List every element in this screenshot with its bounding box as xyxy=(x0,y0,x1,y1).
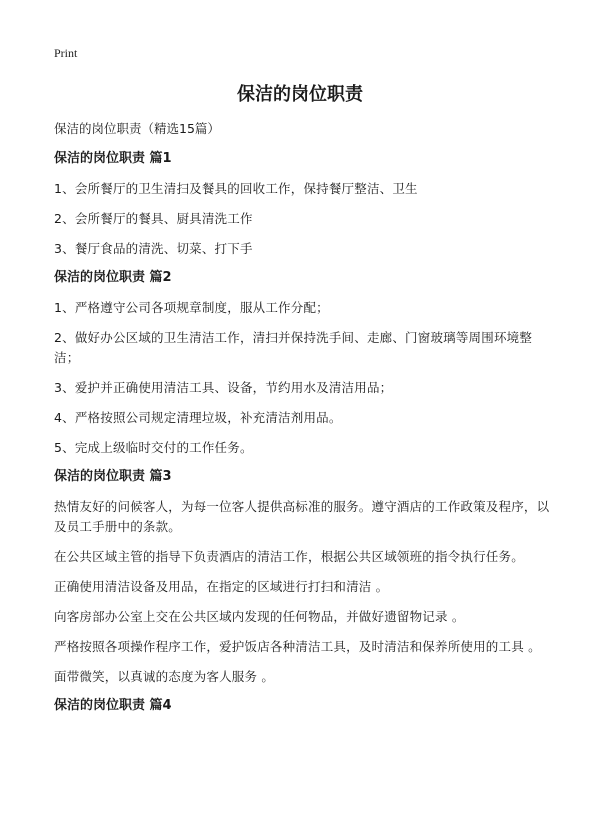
section-heading: 保洁的岗位职责 篇4 xyxy=(54,698,172,713)
section-heading: 保洁的岗位职责 篇2 xyxy=(54,270,172,285)
document-subtitle: 保洁的岗位职责（精选15篇） xyxy=(54,121,220,136)
section-paragraph: 3、爱护并正确使用清洁工具、设备，节约用水及清洁用品； xyxy=(54,380,393,395)
page-title: 保洁的岗位职责 xyxy=(237,84,363,105)
section-3 xyxy=(54,468,554,687)
section-paragraph: 正确使用清洁设备及用品，在指定的区域进行打扫和清洁 。 xyxy=(54,579,389,594)
section-2 xyxy=(54,269,554,458)
section-4 xyxy=(54,697,554,715)
section-paragraph: 5、完成上级临时交付的工作任务。 xyxy=(54,440,253,455)
section-paragraph: 3、餐厅食品的清洗、切菜、打下手 xyxy=(54,241,253,256)
section-paragraph: 2、会所餐厅的餐具、厨具清洗工作 xyxy=(54,211,253,226)
section-paragraph: 2、做好办公区域的卫生清洁工作，清扫并保持洗手间、走廊、门窗玻璃等周围环境整洁； xyxy=(54,330,533,365)
print-label: Print xyxy=(54,46,78,60)
section-paragraph: 向客房部办公室上交在公共区域内发现的任何物品，并做好遗留物记录 。 xyxy=(54,609,465,624)
section-paragraph: 在公共区域主管的指导下负责酒店的清洁工作，根据公共区域领班的指令执行任务。 xyxy=(54,549,524,564)
section-paragraph: 4、严格按照公司规定清理垃圾，补充清洁剂用品。 xyxy=(54,410,342,425)
section-heading: 保洁的岗位职责 篇3 xyxy=(54,469,172,484)
document-body xyxy=(54,120,554,726)
section-paragraph: 1、严格遵守公司各项规章制度，服从工作分配； xyxy=(54,300,329,315)
section-1 xyxy=(54,150,554,259)
section-paragraph: 面带微笑，以真诚的态度为客人服务 。 xyxy=(54,669,275,684)
section-heading: 保洁的岗位职责 篇1 xyxy=(54,151,172,166)
section-paragraph: 严格按照各项操作程序工作，爱护饭店各种清洁工具，及时清洁和保养所使用的工具 。 xyxy=(54,639,541,654)
section-paragraph: 1、会所餐厅的卫生清扫及餐具的回收工作，保持餐厅整洁、卫生 xyxy=(54,181,418,196)
section-paragraph: 热情友好的问候客人，为每一位客人提供高标准的服务。遵守酒店的工作政策及程序，以及员工手册中的条款。 xyxy=(54,499,550,534)
